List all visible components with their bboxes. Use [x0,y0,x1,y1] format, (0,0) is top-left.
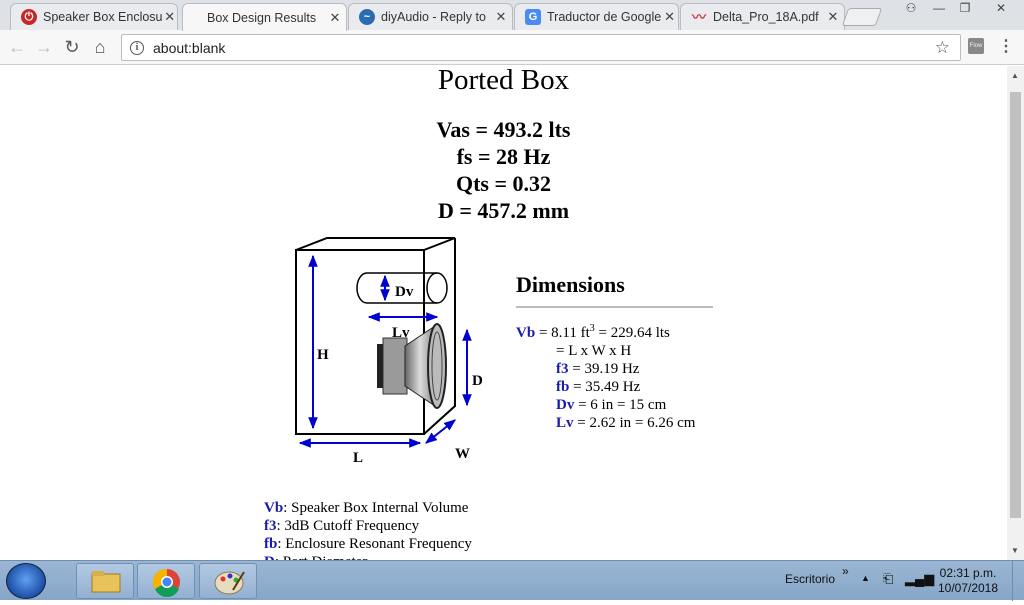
clock-date: 10/07/2018 [937,581,999,595]
scroll-up-icon[interactable]: ▲ [1011,71,1019,80]
legend-item: Vb: Speaker Box Internal Volume [264,500,469,516]
network-signal-icon[interactable]: ▂▄▆ [905,571,935,586]
home-icon[interactable]: ⌂ [94,37,106,57]
device-icon[interactable]: ⎗ [883,571,894,586]
legend-item: fb: Enclosure Resonant Frequency [264,536,472,552]
close-icon[interactable]: ✕ [664,9,676,24]
file-explorer-icon[interactable] [76,563,134,599]
minimize-icon[interactable]: — [933,1,945,15]
tab-box-design-results[interactable] [182,3,347,31]
tab-delta-pdf[interactable] [680,3,845,30]
bookmark-star-icon[interactable]: ☆ [934,38,950,57]
power-icon: ⏻ [21,9,37,25]
clock-time: 02:31 p.m. [939,566,997,580]
tab-title: Delta_Pro_18A.pdf [713,10,819,24]
extension-icon[interactable]: Flow [968,38,984,54]
label-d: D [472,373,483,389]
taskbar [0,560,1024,600]
ported-box-diagram [285,238,485,468]
desktop-toolbar-label[interactable]: Escritorio [785,572,836,586]
browser-toolbar [0,30,1024,65]
close-icon[interactable]: ✕ [329,9,341,25]
start-button[interactable] [6,563,46,599]
reload-icon[interactable]: ↻ [64,37,80,57]
close-icon[interactable]: ✕ [164,9,176,24]
param-d: D = 457.2 mm [437,198,570,223]
pdf-swoosh-icon: 〰 [692,9,706,25]
restore-icon[interactable]: ❐ [959,1,971,15]
clock[interactable] [930,566,1006,596]
label-l: L [353,450,364,466]
divider [516,306,713,308]
address-text: about:blank [153,39,226,56]
dim-lwh: = L x W x H [556,343,632,359]
scroll-thumb[interactable] [1010,92,1021,518]
label-lv: Lv [392,325,410,341]
label-dv: Dv [395,284,414,300]
close-icon[interactable]: ✕ [495,9,507,24]
info-icon[interactable]: i [130,41,144,55]
label-w: W [455,446,470,462]
chrome-icon[interactable] [137,563,195,599]
close-icon[interactable]: ✕ [827,9,839,24]
user-icon[interactable]: ⚇ [905,1,917,15]
dim-f3: f3 = 39.19 Hz [556,361,640,377]
page-content [0,66,1007,560]
forward-icon[interactable]: → [35,37,53,57]
tab-google-translate[interactable] [514,3,679,30]
param-qts: Qts = 0.32 [455,171,552,196]
chevron-right-icon[interactable]: » [842,564,849,578]
tab-diyaudio[interactable] [348,3,513,30]
menu-dots-icon[interactable]: ⋮ [998,38,1014,55]
page-scrollbar[interactable] [1007,66,1024,560]
paint-icon[interactable] [199,563,257,599]
driver-parameters [0,116,1007,224]
dim-vb: Vb = 8.11 $ft^3 = 229.64$ lts [516,323,670,341]
tab-title: Speaker Box Enclosu [43,10,163,24]
new-tab-button[interactable] [842,8,883,26]
tab-strip [0,0,1024,30]
label-h: H [317,347,329,363]
dim-dv: Dv = 6 in = 15 cm [556,397,667,413]
param-fs: fs = 28 Hz [456,144,551,169]
tab-title: diyAudio - Reply to [381,10,486,24]
dimensions-heading: Dimensions [516,272,625,297]
tab-title: Traductor de Google [547,10,662,24]
back-icon[interactable]: ← [8,37,26,57]
google-translate-icon: G [525,9,541,25]
dimensions-list [516,320,695,432]
page-title: Ported Box [437,64,570,96]
dim-lv: Lv = 2.62 in = 6.26 cm [556,415,696,431]
tab-title: Box Design Results [207,10,317,25]
tab-speaker-box[interactable] [10,3,178,30]
dim-fb: fb = 35.49 Hz [556,379,641,395]
show-desktop-button[interactable] [1012,561,1024,601]
diyaudio-icon: ~ [359,9,375,25]
address-bar[interactable] [121,34,961,61]
scroll-down-icon[interactable]: ▼ [1011,546,1019,555]
show-hidden-icons[interactable]: ▲ [861,573,870,583]
param-vas: Vas = 493.2 lts [436,117,571,142]
legend-item: f3: 3dB Cutoff Frequency [264,518,420,534]
speaker-icon [377,324,446,408]
close-window-icon[interactable]: ✕ [995,1,1007,15]
